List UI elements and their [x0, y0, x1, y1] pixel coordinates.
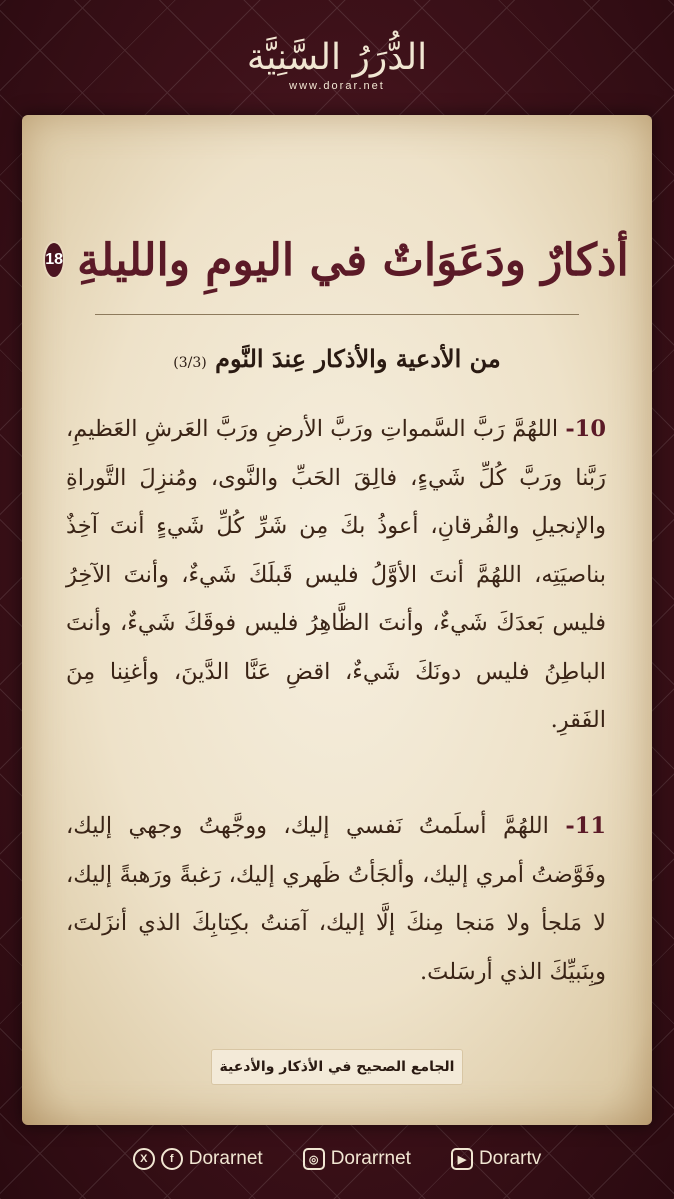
section-subtitle — [60, 344, 614, 373]
title-text: أذكارٌ ودَعَوَاتٌ في اليومِ والليلةِ — [77, 234, 629, 286]
dua-10 — [66, 405, 606, 745]
youtube-icon[interactable]: ▶ — [451, 1148, 473, 1170]
dua-10-number: 10- — [565, 416, 606, 442]
social-youtube[interactable] — [451, 1148, 541, 1170]
instagram-icon[interactable]: ◎ — [303, 1148, 325, 1170]
social-handle-2: Dorarrnet — [330, 1148, 411, 1169]
x-icon[interactable]: X — [133, 1148, 155, 1170]
card-title — [45, 220, 629, 300]
dua-11-number: 11- — [565, 813, 607, 839]
logo-url: www.dorar.net — [289, 80, 385, 92]
site-logo[interactable] — [0, 36, 674, 92]
logo-arabic: الدُّرَرُ السَّنِيَّة — [246, 37, 428, 78]
social-handle-1: Dorarnet — [188, 1148, 263, 1169]
social-instagram[interactable] — [303, 1148, 411, 1170]
social-handle-3: Dorartv — [478, 1148, 542, 1169]
dua-11-text: اللهُمَّ أسلَمتُ نَفسي إليك، ووجَّهتُ وجهي إليك، وفَوَّضتُ أمري إليك، وألجَأتُ ظَهري إليك، رَغبةً ورَهبةً إليك، لا مَلجأ ولا مَنجا مِنكَ إلَّا إليك، آمَنتُ بكِتابِكَ الذي أنزَلتَ، وبِنَبيِّكَ الذي أرسَلتَ. — [66, 813, 606, 985]
episode-number-badge: 18 — [45, 243, 63, 277]
source-label: الجامع الصحيح في الأذكار والأدعية — [212, 1050, 462, 1084]
subtitle-part: (3/3) — [173, 355, 207, 371]
social-x-facebook[interactable] — [133, 1148, 263, 1170]
facebook-icon[interactable]: f — [161, 1148, 183, 1170]
title-divider — [95, 314, 579, 315]
dua-11 — [66, 802, 606, 996]
subtitle-text: من الأدعية والأذكار عِندَ النَّوم — [215, 344, 501, 373]
dua-10-text: اللهُمَّ رَبَّ السَّمواتِ ورَبَّ الأرضِ ورَبَّ العَرشِ العَظيمِ، رَبَّنا ورَبَّ كُلِّ شَيءٍ، فالِقَ الحَبِّ والنَّوى، ومُنزِلَ التَّوراةِ والإنجيلِ والفُرقانِ، أعوذُ بكَ مِن شَرِّ كُلِّ شَيءٍ أنتَ آخِذٌ بناصيَتِه، اللهُمَّ أنتَ الأوَّلُ فليس قَبلَكَ شَيءٌ، وأنتَ الآخِرُ فليس بَعدَكَ شَيءٌ، وأنتَ الظَّاهِرُ فليس فوقَكَ شَيءٌ، وأنتَ الباطِنُ فليس دونَكَ شَيءٌ، اقضِ عَنَّا الدَّينَ، وأغنِنا مِنَ الفَقرِ. — [66, 416, 606, 733]
social-footer — [0, 1148, 674, 1170]
